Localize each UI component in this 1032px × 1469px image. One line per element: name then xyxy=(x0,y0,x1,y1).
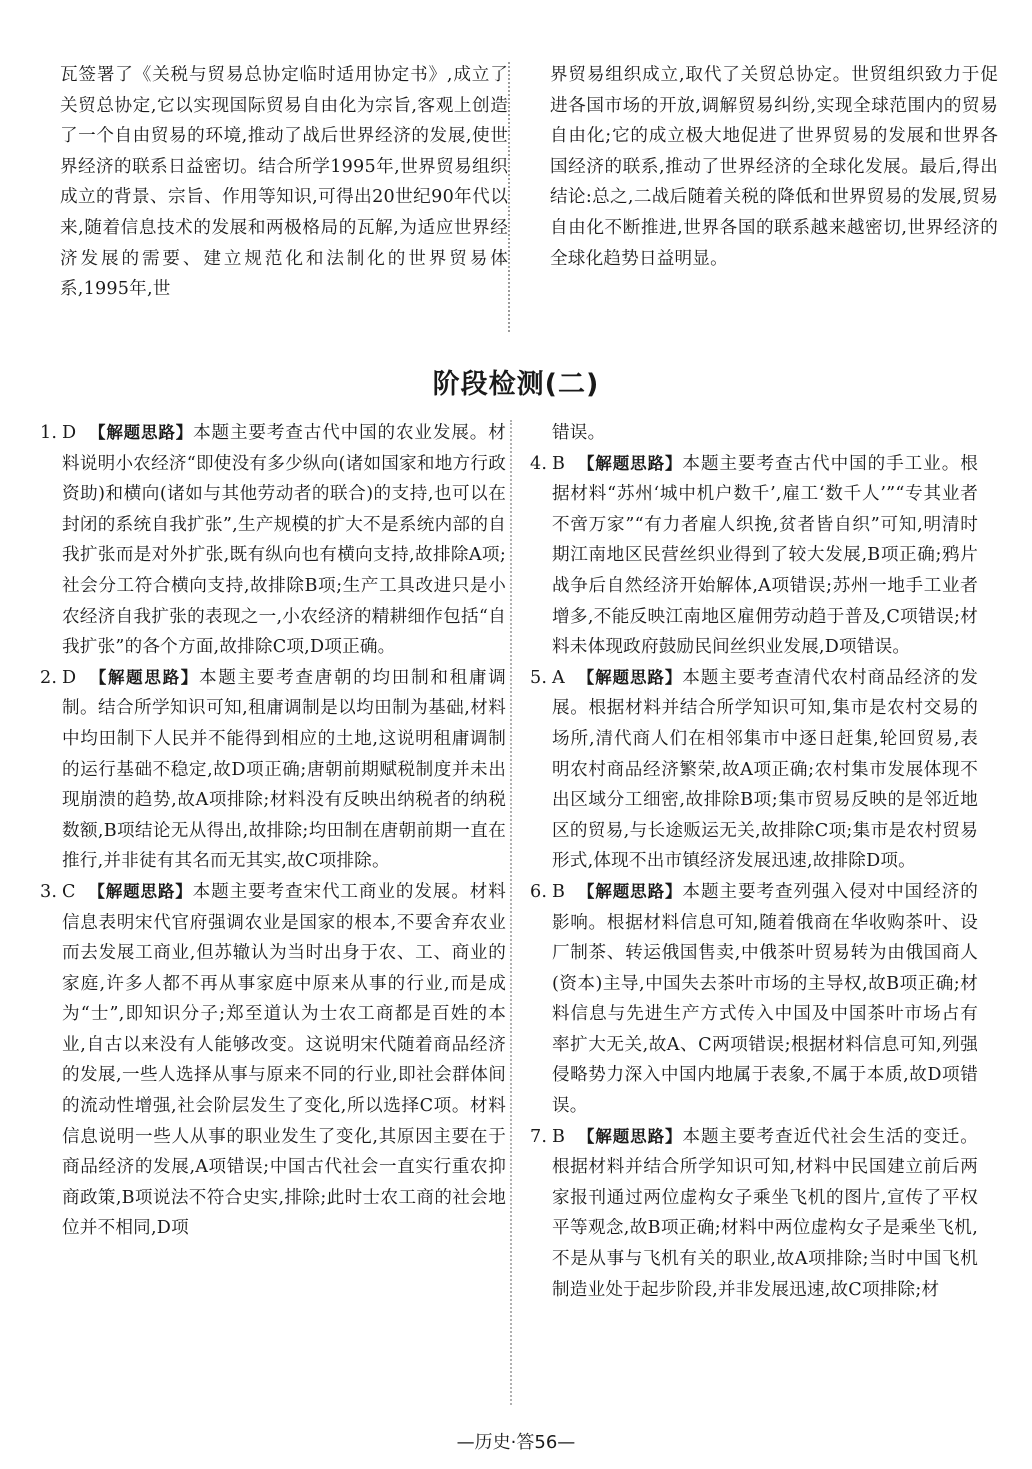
item-number: 4. xyxy=(530,453,548,474)
item-number: 1. xyxy=(40,423,58,443)
top-right-paragraph: 界贸易组织成立,取代了关贸总协定。世贸组织致力于促进各国市场的开放,调解贸易纠纷,实现全球范围内的贸易自由化;它的成立极大地促进了世界贸易的发展和世界各国经济的联系,推动了世界经济的全球化发展。最后,得出结论:总之,二战后随着关税的降低和世界贸易的发展,贸易自由化不断推进,世界各国的联系越来越密切,世界经济的全球化趋势日益明显。 xyxy=(550,65,998,269)
top-right-column xyxy=(550,60,998,274)
item-answer: B xyxy=(552,1126,566,1147)
solution-tag: 【解题思路】 xyxy=(577,1126,683,1146)
answer-item-3 xyxy=(40,877,506,1244)
answer-item-4 xyxy=(530,449,978,663)
item-number: 5. xyxy=(530,667,548,688)
page-footer: —历史·答56— xyxy=(456,1432,576,1453)
answer-item-5 xyxy=(530,663,978,877)
answer-item-1 xyxy=(40,418,506,663)
answer-item-6 xyxy=(530,877,978,1122)
item-text: 本题主要考查古代中国的手工业。根据材料“苏州‘城中机户数千’,雇工‘数千人’”“专其业者不啻万家”“有力者雇人织挽,贫者皆自织”可知,明清时期江南地区民营丝织业得到了较大发展,B项正确;鸦片战争后自然经济开始解体,A项错误;苏州一地手工业者增多,不能反映江南地区雇佣劳动趋于普及,C项错误;材料未体现政府鼓励民间丝织业发展,D项错误。 xyxy=(552,453,979,658)
answers-left-column xyxy=(40,418,506,1244)
column-divider-top xyxy=(508,62,510,332)
answer-item-2 xyxy=(40,663,506,877)
item-answer: D xyxy=(62,667,77,688)
item-number: 2. xyxy=(40,667,58,688)
item-text: 本题主要考查近代社会生活的变迁。根据材料并结合所学知识可知,材料中民国建立前后两家报刊通过两位虚构女子乘坐飞机的图片,宣传了平权平等观念,故B项正确;材料中两位虚构女子是乘坐飞机,不是从事与飞机有关的职业,故A项排除;当时中国飞机制造业处于起步阶段,并非发展迅速,故C项排除;材 xyxy=(552,1126,979,1300)
top-left-column xyxy=(60,60,508,305)
solution-tag: 【解题思路】 xyxy=(87,881,193,901)
solution-tag: 【解题思路】 xyxy=(577,881,683,901)
item-text: 本题主要考查古代中国的农业发展。材料说明小农经济“即使没有多少纵向(诸如国家和地方行政资助)和横向(诸如与其他劳动者的联合)的支持,也可以在封闭的系统自我扩张”,生产规模的扩大不是系统内部的自我扩张而是对外扩张,既有纵向也有横向支持,故排除A项;社会分工符合横向支持,故排除B项;生产工具改进只是小农经济自我扩张的表现之一,小农经济的精耕细作包括“自我扩张”的各个方面,故排除C项,D项正确。 xyxy=(62,423,506,658)
solution-tag: 【解题思路】 xyxy=(576,667,683,687)
item-number: 6. xyxy=(530,881,548,902)
answers-right-column xyxy=(530,418,978,1305)
item-text: 本题主要考查宋代工商业的发展。材料信息表明宋代官府强调农业是国家的根本,不要舍弃农业而去发展工商业,但苏辙认为当时出身于农、工、商业的家庭,许多人都不再从事家庭中原来从事的行业,而是成为“士”,即知识分子;郑至道认为士农工商都是百姓的本业,自古以来没有人能够改变。这说明宋代随着商品经济的发展,一些人选择从事与原来不同的行业,即社会群体间的流动性增强,社会阶层发生了变化,所以选择C项。材料信息说明一些人从事的职业发生了变化,其原因主要在于商品经济的发展,A项错误;中国古代社会一直实行重农抑商政策,B项说法不符合史实,排除;此时士农工商的社会地位并不相同,D项 xyxy=(62,881,507,1239)
solution-tag: 【解题思路】 xyxy=(88,423,194,442)
column-divider-bottom xyxy=(510,420,512,1405)
item-answer: D xyxy=(62,423,77,443)
item-answer: B xyxy=(552,881,566,902)
answer-item-3-continued xyxy=(530,418,978,449)
solution-tag: 【解题思路】 xyxy=(88,667,199,687)
item-number: 3. xyxy=(40,881,58,902)
item-answer: A xyxy=(552,667,565,688)
top-left-paragraph: 瓦签署了《关税与贸易总协定临时适用协定书》,成立了关贸总协定,它以实现国际贸易自由化为宗旨,客观上创造了一个自由贸易的环境,推动了战后世界经济的发展,使世界经济的联系日益密切。结合所学1995年,世界贸易组织成立的背景、宗旨、作用等知识,可得出20世纪90年代以来,随着信息技术的发展和两极格局的瓦解,为适应世界经济发展的需要、建立规范化和法制化的世界贸易体系,1995年,世 xyxy=(60,65,508,300)
item-text: 本题主要考查唐朝的均田制和租庸调制。结合所学知识可知,租庸调制是以均田制为基础,材料中均田制下人民并不能得到相应的土地,这说明租庸调制的运行基础不稳定,故D项正确;唐朝前期赋税制度并未出现崩溃的趋势,故A项排除;材料没有反映出纳税者的纳税数额,B项结论无从得出,故排除;均田制在唐朝前期一直在推行,并非徒有其名而无其实,故C项排除。 xyxy=(62,667,507,872)
section-title: 阶段检测(二) xyxy=(432,369,600,400)
item-answer: B xyxy=(552,453,566,474)
solution-tag: 【解题思路】 xyxy=(577,453,683,473)
item-text: 本题主要考查列强入侵对中国经济的影响。根据材料信息可知,随着俄商在华收购茶叶、设厂制茶、转运俄国售卖,中俄茶叶贸易转为由俄国商人(资本)主导,中国失去茶叶市场的主导权,故B项正确;材料信息与先进生产方式传入中国及中国茶叶市场占有率扩大无关,故A、C两项错误;根据材料信息可知,列强侵略势力深入中国内地属于表象,不属于本质,故D项错误。 xyxy=(552,881,979,1117)
answer-item-7 xyxy=(530,1122,978,1306)
item-text: 本题主要考查清代农村商品经济的发展。根据材料并结合所学知识可知,集市是农村交易的场所,清代商人们在相邻集市中逐日赶集,轮回贸易,表明农村商品经济繁荣,故A项正确;农村集市发展体现不出区域分工细密,故排除B项;集市贸易反映的是邻近地区的贸易,与长途贩运无关,故排除C项;集市是农村贸易形式,体现不出市镇经济发展迅速,故排除D项。 xyxy=(552,667,979,872)
item-answer: C xyxy=(62,881,76,902)
item-number: 7. xyxy=(530,1126,548,1147)
item-text: 错误。 xyxy=(552,423,606,443)
